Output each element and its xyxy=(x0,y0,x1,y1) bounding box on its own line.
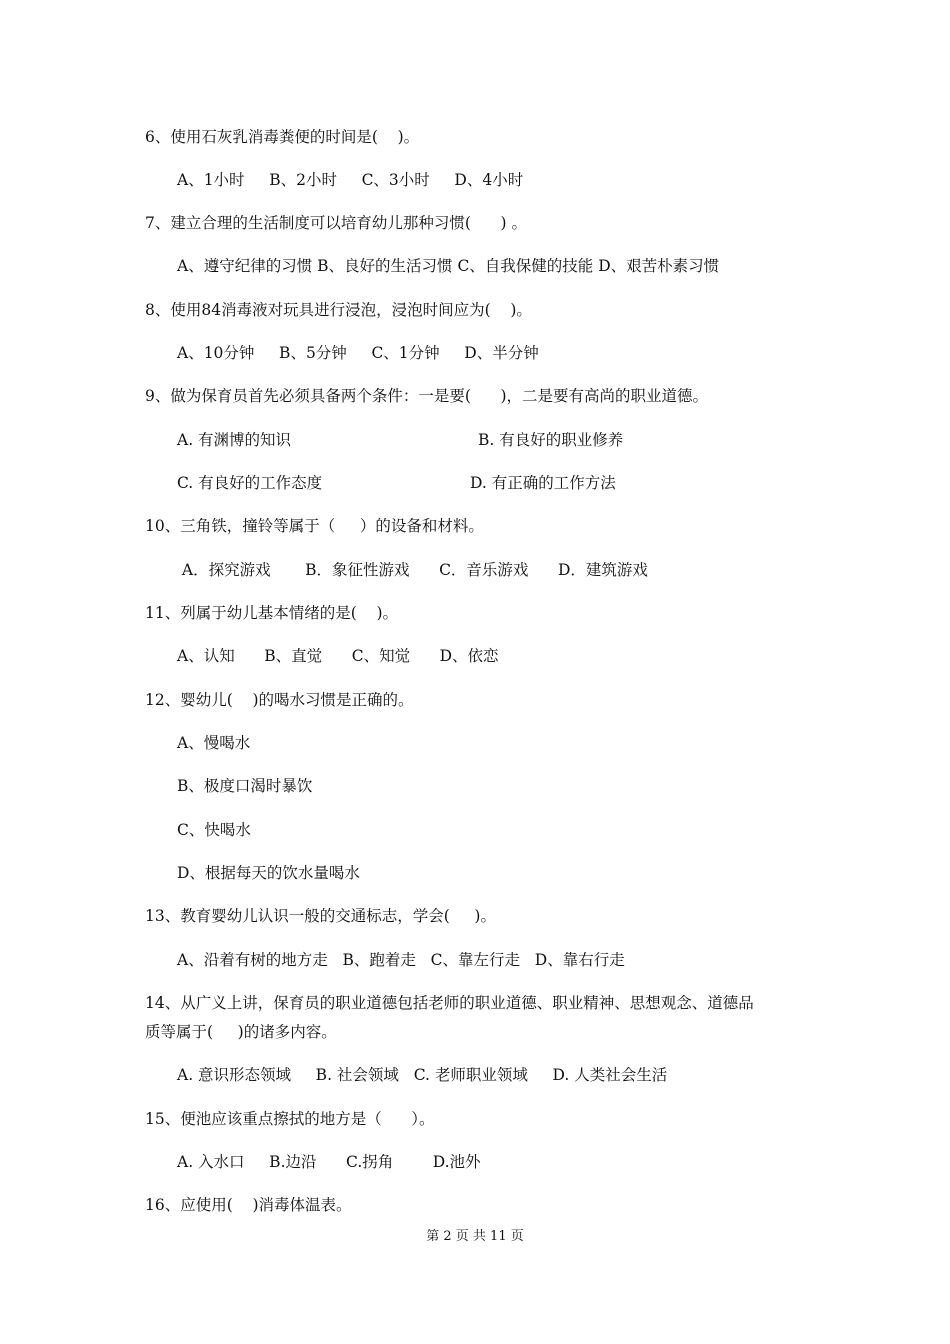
question-16-stem: 16、应使用( )消毒体温表。 xyxy=(145,1196,352,1214)
question-6-options: A、1小时 B、2小时 C、3小时 D、4小时 xyxy=(177,171,524,189)
question-14-options: A. 意识形态领域 B. 社会领域 C. 老师职业领域 D. 人类社会生活 xyxy=(177,1066,668,1084)
question-9-option-c: C. 有良好的工作态度 xyxy=(177,474,323,492)
question-12-option-a: A、慢喝水 xyxy=(177,734,251,752)
question-12-option-b: B、极度口渴时暴饮 xyxy=(177,777,313,795)
question-14-stem-line-1: 14、从广义上讲，保育员的职业道德包括老师的职业道德、职业精神、思想观念、道德品 xyxy=(145,994,754,1012)
question-10-options: A．探究游戏 B．象征性游戏 C．音乐游戏 D．建筑游戏 xyxy=(177,561,648,579)
question-12-option-c: C、快喝水 xyxy=(177,821,251,839)
question-11-options: A、认知 B、直觉 C、知觉 D、依恋 xyxy=(177,647,499,665)
question-6-stem: 6、使用石灰乳消毒粪便的时间是( )。 xyxy=(145,128,420,146)
question-14-stem-line-2: 质等属于( )的诸多内容。 xyxy=(145,1023,337,1041)
question-8-stem: 8、使用84消毒液对玩具进行浸泡，浸泡时间应为( )。 xyxy=(145,301,532,319)
question-9-option-b: B. 有良好的职业修养 xyxy=(478,431,624,449)
question-8-options: A、10分钟 B、5分钟 C、1分钟 D、半分钟 xyxy=(177,344,539,362)
question-10-stem: 10、三角铁，撞铃等属于（ ）的设备和材料。 xyxy=(145,517,484,535)
question-7-stem: 7、建立合理的生活制度可以培育幼儿那种习惯( ) 。 xyxy=(145,214,527,232)
question-15-stem: 15、便池应该重点擦拭的地方是（ ）。 xyxy=(145,1110,435,1128)
question-12-stem: 12、婴幼儿( )的喝水习惯是正确的。 xyxy=(145,691,414,709)
question-9-option-a: A. 有渊博的知识 xyxy=(177,431,292,449)
question-13-options: A、沿着有树的地方走 B、跑着走 C、靠左行走 D、靠右行走 xyxy=(177,951,625,969)
page-number-footer: 第 2 页 共 11 页 xyxy=(426,1229,524,1244)
question-9-option-d: D. 有正确的工作方法 xyxy=(470,474,616,492)
question-9-stem: 9、做为保育员首先必须具备两个条件：一是要( )，二是要有高尚的职业道德。 xyxy=(145,387,709,405)
question-15-options: A. 入水口 B.边沿 C.拐角 D.池外 xyxy=(177,1153,481,1171)
question-12-option-d: D、根据每天的饮水量喝水 xyxy=(177,864,360,882)
question-13-stem: 13、教育婴幼儿认识一般的交通标志，学会( )。 xyxy=(145,907,496,925)
question-7-options: A、遵守纪律的习惯 B、良好的生活习惯 C、自我保健的技能 D、艰苦朴素习惯 xyxy=(177,257,720,275)
question-11-stem: 11、列属于幼儿基本情绪的是( )。 xyxy=(145,604,399,622)
